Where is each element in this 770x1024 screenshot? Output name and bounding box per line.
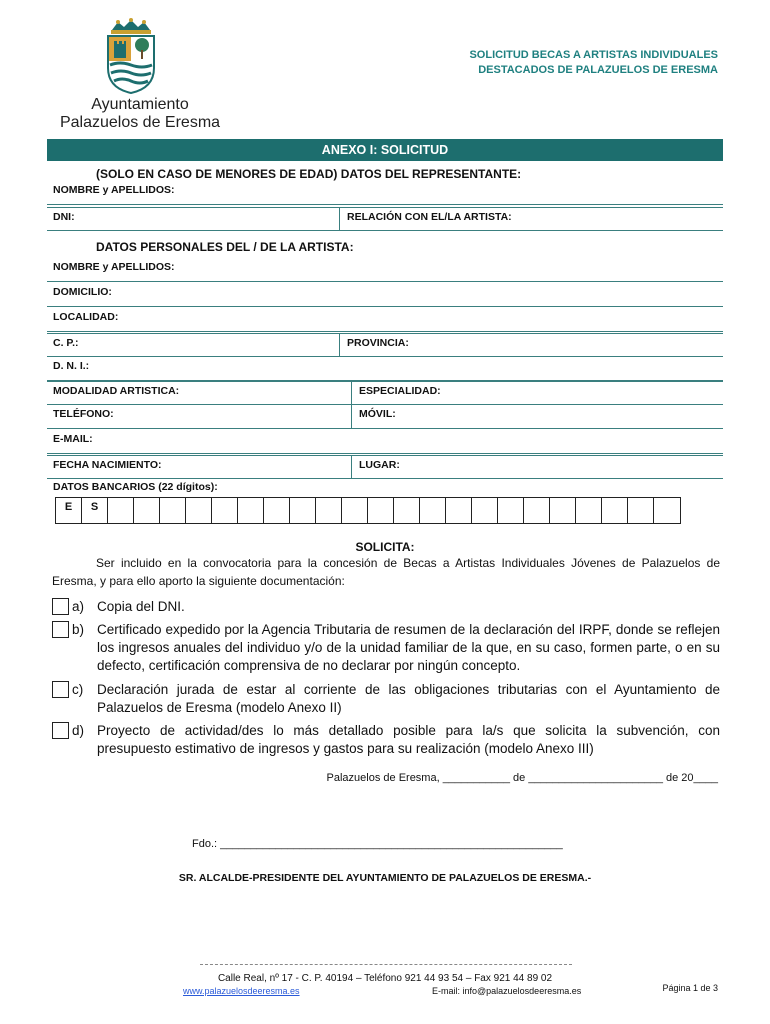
artist-name-field[interactable] bbox=[47, 258, 723, 282]
province-label: PROVINCIA: bbox=[347, 337, 409, 349]
item-text: Copia del DNI. bbox=[97, 599, 185, 614]
request-title: SOLICITA: bbox=[355, 540, 415, 554]
coat-of-arms-logo bbox=[104, 18, 158, 94]
bank-digit-cell[interactable] bbox=[342, 498, 368, 523]
bank-digit-cell[interactable] bbox=[550, 498, 576, 523]
checkbox[interactable] bbox=[52, 681, 69, 698]
addressee: SR. ALCALDE-PRESIDENTE DEL AYUNTAMIENTO DE PALAZUELOS DE ERESMA.- bbox=[178, 872, 592, 884]
email-label: E-MAIL: bbox=[53, 433, 93, 445]
artist-name-label: NOMBRE y APELLIDOS: bbox=[53, 261, 175, 273]
bank-digit-cell[interactable] bbox=[108, 498, 134, 523]
column-divider bbox=[339, 334, 340, 356]
city-field[interactable] bbox=[47, 308, 723, 332]
column-divider bbox=[351, 405, 352, 428]
document-title-line-1: SOLICITUD BECAS A ARTISTAS INDIVIDUALES bbox=[469, 49, 718, 61]
specialty-label: ESPECIALIDAD: bbox=[359, 385, 441, 397]
bank-digit-cell[interactable] bbox=[420, 498, 446, 523]
column-divider bbox=[351, 382, 352, 404]
column-divider bbox=[339, 208, 340, 230]
bank-digit-cell[interactable] bbox=[394, 498, 420, 523]
bank-details-title: DATOS BANCARIOS (22 dígitos): bbox=[53, 481, 218, 493]
rep-name-field[interactable] bbox=[47, 181, 723, 205]
item-text: Proyecto de actividad/des lo más detallado posible para la/s que solicita la subvención, con presupuesto estimativo de ingresos y gastos para su realización (modelo Anexo III) bbox=[97, 723, 720, 756]
document-title bbox=[469, 48, 718, 78]
org-line-2: Palazuelos de Eresma bbox=[59, 114, 221, 131]
bank-digit-cell[interactable] bbox=[524, 498, 550, 523]
request-intro: Ser incluido en la convocatoria para la concesión de Becas a Artistas Individuales Jóvenes de Palazuelos de Eresma, y para ello aporto la siguiente documentación: bbox=[52, 556, 720, 588]
bank-account-grid[interactable] bbox=[55, 497, 681, 524]
date-line[interactable]: Palazuelos de Eresma, ___________ de ______________________ de 20____ bbox=[326, 772, 718, 784]
item-letter: a) bbox=[72, 599, 85, 614]
annex-banner: ANEXO I: SOLICITUD bbox=[47, 139, 723, 161]
footer-divider bbox=[200, 964, 572, 965]
document-title-line-2: DESTACADOS DE PALAZUELOS DE ERESMA bbox=[478, 64, 718, 76]
bank-digit-cell[interactable] bbox=[290, 498, 316, 523]
bank-digit-cell[interactable] bbox=[576, 498, 602, 523]
footer-address: Calle Real, nº 17 - C. P. 40194 – Teléfono 921 44 93 54 – Fax 921 44 89 02 bbox=[217, 973, 553, 984]
item-text: Declaración jurada de estar al corriente de las obligaciones tributarias con el Ayuntamiento de Palazuelos de Eresma (modelo Anexo II) bbox=[97, 682, 720, 715]
birth-date-label: FECHA NACIMIENTO: bbox=[53, 459, 162, 471]
bank-digit-cell[interactable] bbox=[238, 498, 264, 523]
bank-digit-cell[interactable] bbox=[134, 498, 160, 523]
email-field[interactable] bbox=[47, 430, 723, 454]
modality-label: MODALIDAD ARTISTICA: bbox=[53, 385, 180, 397]
bank-digit-cell[interactable]: E bbox=[56, 498, 82, 523]
bank-digit-cell[interactable] bbox=[602, 498, 628, 523]
bank-digit-cell[interactable] bbox=[498, 498, 524, 523]
rep-dni-label: DNI: bbox=[53, 211, 75, 223]
bank-digit-cell[interactable] bbox=[212, 498, 238, 523]
mobile-label: MÓVIL: bbox=[359, 408, 396, 420]
rep-name-label: NOMBRE y APELLIDOS: bbox=[53, 184, 175, 196]
org-line-1: Ayuntamiento bbox=[91, 96, 189, 113]
postal-province-row bbox=[47, 333, 723, 357]
page-number: Página 1 de 3 bbox=[662, 983, 718, 993]
bank-digit-cell[interactable] bbox=[368, 498, 394, 523]
bank-digit-cell[interactable] bbox=[628, 498, 654, 523]
item-text: Certificado expedido por la Agencia Tributaria de resumen de la declaración del IRPF, donde se reflejen los ingresos anuales del individuo y/o de la unidad familiar de la que, en su caso, formen parte, o en su defecto, certificación comprensiva de no declarar por ningún concepto. bbox=[97, 622, 720, 673]
representative-section-title: (SOLO EN CASO DE MENORES DE EDAD) DATOS DEL REPRESENTANTE: bbox=[96, 167, 522, 181]
bank-digit-cell[interactable] bbox=[264, 498, 290, 523]
bank-digit-cell[interactable] bbox=[160, 498, 186, 523]
phone-label: TELÉFONO: bbox=[53, 408, 114, 420]
item-letter: b) bbox=[72, 622, 85, 637]
bank-digit-cell[interactable] bbox=[654, 498, 680, 523]
checkbox[interactable] bbox=[52, 621, 69, 638]
artist-dni-label: D. N. I.: bbox=[53, 360, 90, 372]
checkbox[interactable] bbox=[52, 722, 69, 739]
checkbox[interactable] bbox=[52, 598, 69, 615]
bank-digit-cell[interactable] bbox=[186, 498, 212, 523]
modality-specialty-row bbox=[47, 381, 723, 405]
website-link[interactable]: www.palazuelosdeeresma.es bbox=[183, 986, 300, 996]
item-letter: d) bbox=[72, 723, 85, 738]
phone-mobile-row bbox=[47, 405, 723, 429]
signature-line[interactable]: Fdo.: ________________________________________________________ bbox=[192, 838, 563, 850]
birth-place-row bbox=[47, 455, 723, 479]
city-label: LOCALIDAD: bbox=[53, 311, 119, 323]
bank-digit-cell[interactable]: S bbox=[82, 498, 108, 523]
birth-place-label: LUGAR: bbox=[359, 459, 400, 471]
artist-dni-field[interactable] bbox=[47, 357, 723, 381]
organization-name bbox=[50, 96, 230, 132]
bank-digit-cell[interactable] bbox=[446, 498, 472, 523]
bank-digit-cell[interactable] bbox=[316, 498, 342, 523]
rep-dni-row bbox=[47, 207, 723, 231]
address-label: DOMICILIO: bbox=[53, 286, 112, 298]
footer-email: E-mail: info@palazuelosdeeresma.es bbox=[432, 986, 582, 996]
rep-relation-label: RELACIÓN CON EL/LA ARTISTA: bbox=[347, 211, 512, 223]
postal-label: C. P.: bbox=[53, 337, 79, 349]
address-field[interactable] bbox=[47, 283, 723, 307]
bank-digit-cell[interactable] bbox=[472, 498, 498, 523]
artist-section-title: DATOS PERSONALES DEL / DE LA ARTISTA: bbox=[96, 240, 354, 254]
item-letter: c) bbox=[72, 682, 84, 697]
column-divider bbox=[351, 456, 352, 478]
